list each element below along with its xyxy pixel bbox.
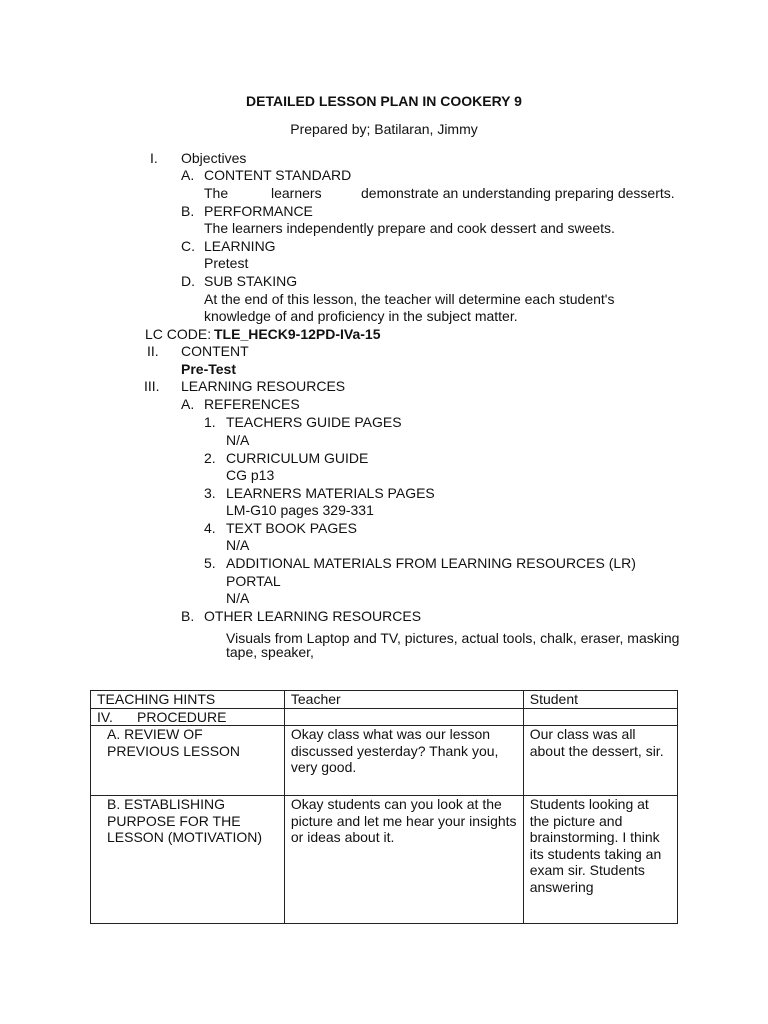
ref-number: 5. [204, 555, 216, 571]
learning-text: Pretest [204, 255, 249, 271]
table-cell-student: Our class was all about the dessert, sir. [523, 726, 677, 796]
section-heading-objectives: Objectives [181, 150, 247, 166]
performance-label: PERFORMANCE [204, 203, 313, 219]
procedure-table [90, 690, 678, 924]
sub-staking-label: SUB STAKING [204, 273, 298, 289]
other-resources-text: tape, speaker, [226, 644, 314, 660]
item-letter: B. [181, 203, 195, 219]
ref-number: 4. [204, 520, 216, 536]
ref-label: CURRICULUM GUIDE [226, 450, 369, 466]
table-header-row [91, 691, 678, 709]
procedure-label: PROCEDURE [137, 708, 227, 725]
table-row [91, 796, 678, 924]
ref-label: ADDITIONAL MATERIALS FROM LEARNING RESOURCES (LR) [226, 555, 636, 571]
prepared-by: Prepared by; Batilaran, Jimmy [290, 121, 478, 137]
sub-staking-text: knowledge of and proficiency in the subject matter. [204, 308, 518, 324]
section-number: I. [150, 150, 158, 166]
other-resources-text: Visuals from Laptop and TV, pictures, actual tools, chalk, eraser, masking [226, 630, 680, 646]
procedure-cell [91, 708, 285, 726]
ref-label-continued: PORTAL [226, 573, 281, 589]
performance-text: The learners independently prepare and cook dessert and sweets. [204, 220, 615, 236]
ref-number: 2. [204, 450, 216, 466]
ref-value: LM-G10 pages 329-331 [226, 502, 374, 518]
ref-number: 3. [204, 485, 216, 501]
section-heading-learning-resources: LEARNING RESOURCES [181, 378, 346, 394]
table-cell-student: Students looking at the picture and brainstorming. I think its students taking an exam sir. Students answering [523, 796, 677, 924]
ref-label: LEARNERS MATERIALS PAGES [226, 485, 435, 501]
section-number: II. [147, 343, 159, 359]
table-cell [284, 708, 523, 726]
learning-label: LEARNING [204, 238, 276, 254]
content-standard-label: CONTENT STANDARD [204, 167, 352, 183]
column-header-teacher: Teacher [284, 691, 523, 709]
section-heading-content: CONTENT [181, 343, 249, 359]
sub-staking-text: At the end of this lesson, the teacher will determine each student's [204, 291, 615, 307]
table-row [91, 708, 678, 726]
ref-label: TEXT BOOK PAGES [226, 520, 357, 536]
content-standard-word: learners [271, 185, 322, 201]
procedure-number: IV. [97, 708, 113, 725]
item-letter: D. [181, 273, 195, 289]
lc-code-value: TLE_HECK9-12PD-IVa-15 [214, 326, 381, 342]
ref-number: 1. [204, 414, 216, 430]
ref-label: TEACHERS GUIDE PAGES [226, 414, 402, 430]
content-standard-text: demonstrate an understanding preparing desserts. [361, 185, 675, 201]
item-letter: A. [181, 396, 195, 412]
ref-value: N/A [226, 537, 250, 553]
references-label: REFERENCES [204, 396, 300, 412]
ref-value: N/A [226, 590, 250, 606]
table-row [91, 726, 678, 796]
other-resources-label: OTHER LEARNING RESOURCES [204, 608, 422, 624]
item-letter: A. [181, 167, 195, 183]
document-title: DETAILED LESSON PLAN IN COOKERY 9 [246, 93, 522, 109]
table-cell-teacher: Okay class what was our lesson discussed yesterday? Thank you, very good. [284, 726, 523, 796]
table-cell-teacher: Okay students can you look at the picture and let me hear your insights or ideas about it. [284, 796, 523, 924]
ref-value: CG p13 [226, 467, 275, 483]
content-standard-word: The [204, 185, 229, 201]
column-header-student: Student [523, 691, 677, 709]
lc-code-label: LC CODE: [145, 326, 212, 342]
item-letter: B. [181, 608, 195, 624]
column-header-teaching-hints: TEACHING HINTS [91, 691, 285, 709]
item-letter: C. [181, 238, 195, 254]
table-cell-hint: A. REVIEW OF PREVIOUS LESSON [91, 726, 285, 796]
table-cell-hint: B. ESTABLISHING PURPOSE FOR THE LESSON (MOTIVATION) [91, 796, 285, 924]
table-cell [523, 708, 677, 726]
content-text: Pre-Test [181, 361, 236, 377]
ref-value: N/A [226, 432, 250, 448]
section-number: III. [144, 378, 160, 394]
